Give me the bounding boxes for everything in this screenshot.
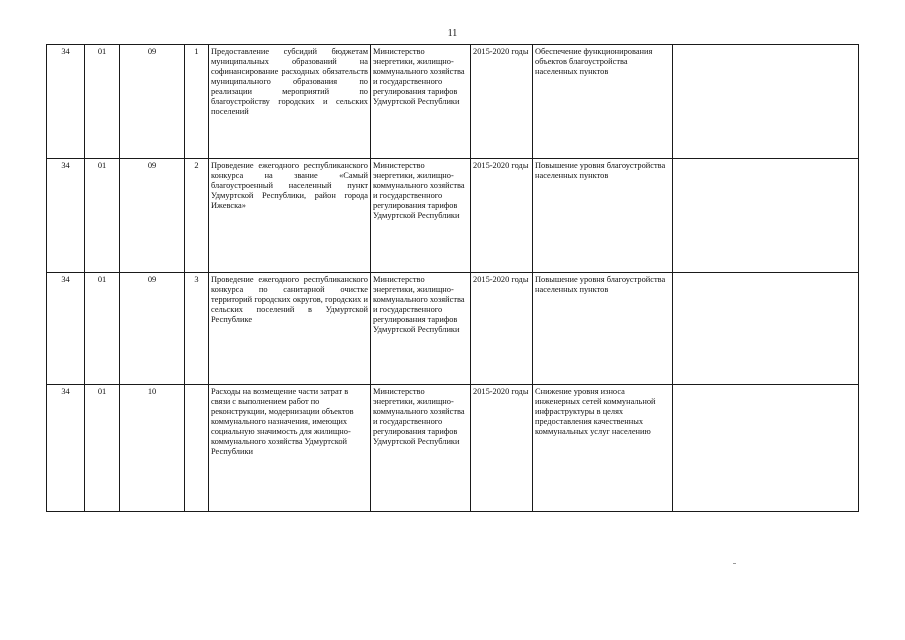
- activity-name-cell: Проведение ежегодного республиканского конкурса на звание «Самый благоустроенный населенный пункт Удмуртской Республики, район города Ижевска»: [209, 159, 371, 273]
- program-code-cell: 34: [47, 159, 85, 273]
- note-cell: [673, 45, 859, 159]
- table-row: [47, 273, 859, 385]
- scan-speck: [733, 563, 736, 564]
- responsible-organization-cell: Министерство энергетики, жилищно-коммунального хозяйства и государственного регулирования тарифов Удмуртской Республики: [371, 159, 471, 273]
- subprogram-code-cell: 01: [85, 385, 120, 512]
- program-code-cell: 34: [47, 45, 85, 159]
- subactivity-index-cell: [185, 385, 209, 512]
- responsible-organization-cell: Министерство энергетики, жилищно-коммунального хозяйства и государственного регулирования тарифов Удмуртской Республики: [371, 45, 471, 159]
- expected-result-cell: Снижение уровня износа инженерных сетей коммунальной инфраструктуры в целях предоставления качественных коммунальных услуг населению: [533, 385, 673, 512]
- table-row: [47, 45, 859, 159]
- program-code-cell: 34: [47, 385, 85, 512]
- table-row: [47, 385, 859, 512]
- responsible-organization-cell: Министерство энергетики, жилищно-коммунального хозяйства и государственного регулирования тарифов Удмуртской Республики: [371, 273, 471, 385]
- responsible-organization-cell: Министерство энергетики, жилищно-коммунального хозяйства и государственного регулирования тарифов Удмуртской Республики: [371, 385, 471, 512]
- subprogram-code-cell: 01: [85, 45, 120, 159]
- page-number: 11: [447, 28, 458, 39]
- expected-result-cell: Повышение уровня благоустройства населенных пунктов: [533, 273, 673, 385]
- program-code-cell: 34: [47, 273, 85, 385]
- activity-name-cell: Расходы на возмещение части затрат в связи с выполнением работ по реконструкции, модернизации объектов коммунального назначения, имеющих социальную значимость для жилищно-коммунального хозяйства Удмуртской Республики: [209, 385, 371, 512]
- activity-name-cell: Предоставление субсидий бюджетам муниципальных образований на софинансирование расходных обязательств муниципального образования по реализации мероприятий по благоустройству городских и сельских поселений: [209, 45, 371, 159]
- note-cell: [673, 273, 859, 385]
- table-row: [47, 159, 859, 273]
- subactivity-index-cell: 2: [185, 159, 209, 273]
- program-activities-table: [46, 44, 859, 512]
- expected-result-cell: Обеспечение функционирования объектов благоустройства населенных пунктов: [533, 45, 673, 159]
- subactivity-index-cell: 1: [185, 45, 209, 159]
- expected-result-cell: Повышение уровня благоустройства населенных пунктов: [533, 159, 673, 273]
- period-cell: 2015-2020 годы: [471, 385, 533, 512]
- note-cell: [673, 159, 859, 273]
- subactivity-index-cell: 3: [185, 273, 209, 385]
- period-cell: 2015-2020 годы: [471, 159, 533, 273]
- activity-code-cell: 09: [120, 45, 185, 159]
- subprogram-code-cell: 01: [85, 159, 120, 273]
- note-cell: [673, 385, 859, 512]
- subprogram-code-cell: 01: [85, 273, 120, 385]
- activity-code-cell: 09: [120, 159, 185, 273]
- activity-name-cell: Проведение ежегодного республиканского конкурса по санитарной очистке территорий городских округов, городских и сельских поселений в Удмуртской Республике: [209, 273, 371, 385]
- period-cell: 2015-2020 годы: [471, 45, 533, 159]
- activity-code-cell: 09: [120, 273, 185, 385]
- activity-code-cell: 10: [120, 385, 185, 512]
- period-cell: 2015-2020 годы: [471, 273, 533, 385]
